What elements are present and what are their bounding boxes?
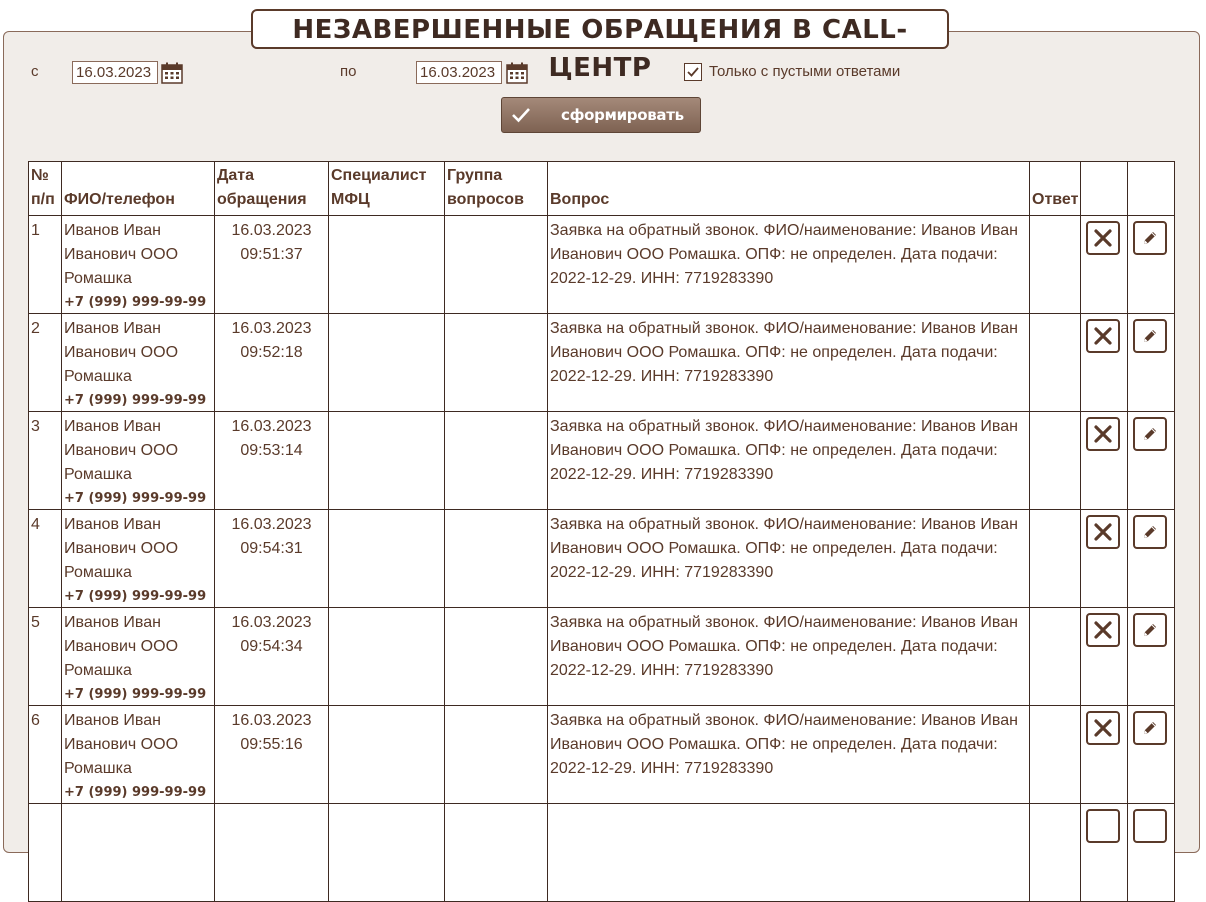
row-answer: [1030, 706, 1081, 804]
row-specialist: [329, 314, 445, 412]
edit-button[interactable]: [1133, 515, 1167, 549]
col-header-answer: Ответ: [1030, 162, 1081, 216]
empty-answers-label: Только с пустыми ответами: [709, 63, 901, 80]
row-question: Заявка на обратный звонок. ФИО/наименование: Иванов Иван Иванович ООО Ромашка. ОПФ: не определен. Дата подачи: 2022-12-29. ИНН: 7719283390: [548, 706, 1030, 804]
check-icon: [685, 64, 701, 80]
row-phone: +7 (999) 999-99-99: [64, 491, 207, 506]
row-num: 6: [29, 706, 62, 804]
table-row: [29, 216, 1175, 314]
row-fio: [62, 510, 215, 608]
row-edit-cell: [1128, 216, 1175, 314]
col-header-specialist: Специалист МФЦ: [329, 162, 445, 216]
row-name: Иванов Иван Иванович ООО Ромашка: [64, 418, 179, 483]
pencil-icon: [1141, 621, 1159, 639]
col-header-delete: [1081, 162, 1128, 216]
row-date-time: 09:52:18: [240, 344, 303, 361]
row-delete-cell: [1081, 706, 1128, 804]
row-edit-cell: [1128, 314, 1175, 412]
edit-button[interactable]: [1133, 613, 1167, 647]
date-from-input[interactable]: [72, 61, 158, 84]
row-delete-cell: [1081, 608, 1128, 706]
row-fio: [62, 412, 215, 510]
row-date-time: 09:51:37: [240, 246, 303, 263]
row-date: [215, 216, 329, 314]
row-answer: [1030, 314, 1081, 412]
pencil-icon: [1141, 523, 1159, 541]
row-edit-cell: [1128, 412, 1175, 510]
row-phone: +7 (999) 999-99-99: [64, 589, 207, 604]
calendar-icon[interactable]: [161, 62, 183, 84]
row-date-time: 09:54:34: [240, 638, 303, 655]
row-date-day: 16.03.2023: [231, 222, 312, 239]
delete-button[interactable]: [1086, 221, 1120, 255]
row-specialist: [329, 706, 445, 804]
close-icon: [1094, 425, 1112, 443]
row-specialist: [329, 412, 445, 510]
row-name: Иванов Иван Иванович ООО Ромашка: [64, 516, 179, 581]
row-date: [215, 314, 329, 412]
row-phone: +7 (999) 999-99-99: [64, 687, 207, 702]
row-group: [445, 608, 548, 706]
row-date-day: 16.03.2023: [231, 320, 312, 337]
generate-button[interactable]: [501, 97, 701, 133]
edit-button[interactable]: [1133, 221, 1167, 255]
row-num: 1: [29, 216, 62, 314]
row-fio: [62, 706, 215, 804]
close-icon: [1094, 621, 1112, 639]
generate-button-label: сформировать: [561, 106, 684, 124]
row-group: [445, 706, 548, 804]
pencil-icon: [1141, 719, 1159, 737]
row-delete-cell: [1081, 216, 1128, 314]
row-date: [215, 510, 329, 608]
row-date-time: 09:53:14: [240, 442, 303, 459]
row-phone: +7 (999) 999-99-99: [64, 393, 207, 408]
row-name: Иванов Иван Иванович ООО Ромашка: [64, 614, 179, 679]
row-date-day: 16.03.2023: [231, 516, 312, 533]
pencil-icon: [1141, 327, 1159, 345]
row-fio: [62, 314, 215, 412]
col-header-fio: ФИО/телефон: [62, 162, 215, 216]
row-specialist: [329, 216, 445, 314]
to-label: по: [340, 63, 357, 80]
requests-table: [28, 161, 1175, 902]
row-question: Заявка на обратный звонок. ФИО/наименование: Иванов Иван Иванович ООО Ромашка. ОПФ: не определен. Дата подачи: 2022-12-29. ИНН: 7719283390: [548, 608, 1030, 706]
col-header-group: Группа вопросов: [445, 162, 548, 216]
row-question: Заявка на обратный звонок. ФИО/наименование: Иванов Иван Иванович ООО Ромашка. ОПФ: не определен. Дата подачи: 2022-12-29. ИНН: 7719283390: [548, 216, 1030, 314]
edit-button[interactable]: [1133, 417, 1167, 451]
delete-button[interactable]: [1086, 319, 1120, 353]
row-date-day: 16.03.2023: [231, 712, 312, 729]
col-header-question: Вопрос: [548, 162, 1030, 216]
row-answer: [1030, 216, 1081, 314]
row-num: 2: [29, 314, 62, 412]
table-row: [29, 510, 1175, 608]
row-date-day: 16.03.2023: [231, 418, 312, 435]
row-specialist: [329, 608, 445, 706]
from-label: с: [31, 63, 39, 80]
row-edit-cell: [1128, 608, 1175, 706]
row-question: Заявка на обратный звонок. ФИО/наименование: Иванов Иван Иванович ООО Ромашка. ОПФ: не определен. Дата подачи: 2022-12-29. ИНН: 7719283390: [548, 412, 1030, 510]
close-icon: [1094, 229, 1112, 247]
row-num: 4: [29, 510, 62, 608]
pencil-icon: [1141, 229, 1159, 247]
row-date: [215, 706, 329, 804]
edit-button[interactable]: [1133, 809, 1167, 843]
row-fio: [62, 216, 215, 314]
edit-button[interactable]: [1133, 711, 1167, 745]
row-delete-cell: [1081, 510, 1128, 608]
table-row: [29, 608, 1175, 706]
row-phone: +7 (999) 999-99-99: [64, 785, 207, 800]
row-question: Заявка на обратный звонок. ФИО/наименование: Иванов Иван Иванович ООО Ромашка. ОПФ: не определен. Дата подачи: 2022-12-29. ИНН: 7719283390: [548, 510, 1030, 608]
row-date: [215, 608, 329, 706]
table-row: [29, 412, 1175, 510]
table-row: [29, 314, 1175, 412]
row-date-time: 09:54:31: [240, 540, 303, 557]
row-date-day: 16.03.2023: [231, 614, 312, 631]
col-header-date: Дата обращения: [215, 162, 329, 216]
table-row: [29, 804, 1175, 902]
close-icon: [1094, 719, 1112, 737]
delete-button[interactable]: [1086, 515, 1120, 549]
page-title: НЕЗАВЕРШЕННЫЕ ОБРАЩЕНИЯ В CALL-ЦЕНТР: [251, 9, 949, 49]
row-answer: [1030, 510, 1081, 608]
row-question: Заявка на обратный звонок. ФИО/наименование: Иванов Иван Иванович ООО Ромашка. ОПФ: не определен. Дата подачи: 2022-12-29. ИНН: 7719283390: [548, 314, 1030, 412]
row-group: [445, 412, 548, 510]
row-group: [445, 510, 548, 608]
delete-button[interactable]: [1086, 417, 1120, 451]
table-row: [29, 706, 1175, 804]
row-group: [445, 216, 548, 314]
row-date: [215, 412, 329, 510]
row-name: Иванов Иван Иванович ООО Ромашка: [64, 222, 179, 287]
row-name: Иванов Иван Иванович ООО Ромашка: [64, 712, 179, 777]
row-answer: [1030, 608, 1081, 706]
row-phone: +7 (999) 999-99-99: [64, 295, 207, 310]
empty-answers-checkbox[interactable]: [684, 63, 702, 81]
check-icon: [511, 106, 531, 124]
row-num: 5: [29, 608, 62, 706]
close-icon: [1094, 327, 1112, 345]
row-edit-cell: [1128, 510, 1175, 608]
pencil-icon: [1141, 425, 1159, 443]
col-header-num: № п/п: [29, 162, 62, 216]
row-group: [445, 314, 548, 412]
delete-button[interactable]: [1086, 809, 1120, 843]
edit-button[interactable]: [1133, 319, 1167, 353]
row-num: 3: [29, 412, 62, 510]
close-icon: [1094, 523, 1112, 541]
row-edit-cell: [1128, 706, 1175, 804]
date-to-input[interactable]: [416, 61, 502, 84]
row-delete-cell: [1081, 314, 1128, 412]
row-date-time: 09:55:16: [240, 736, 303, 753]
delete-button[interactable]: [1086, 613, 1120, 647]
row-fio: [62, 608, 215, 706]
row-name: Иванов Иван Иванович ООО Ромашка: [64, 320, 179, 385]
row-answer: [1030, 412, 1081, 510]
delete-button[interactable]: [1086, 711, 1120, 745]
calendar-icon[interactable]: [506, 62, 528, 84]
col-header-edit: [1128, 162, 1175, 216]
row-delete-cell: [1081, 412, 1128, 510]
row-specialist: [329, 510, 445, 608]
